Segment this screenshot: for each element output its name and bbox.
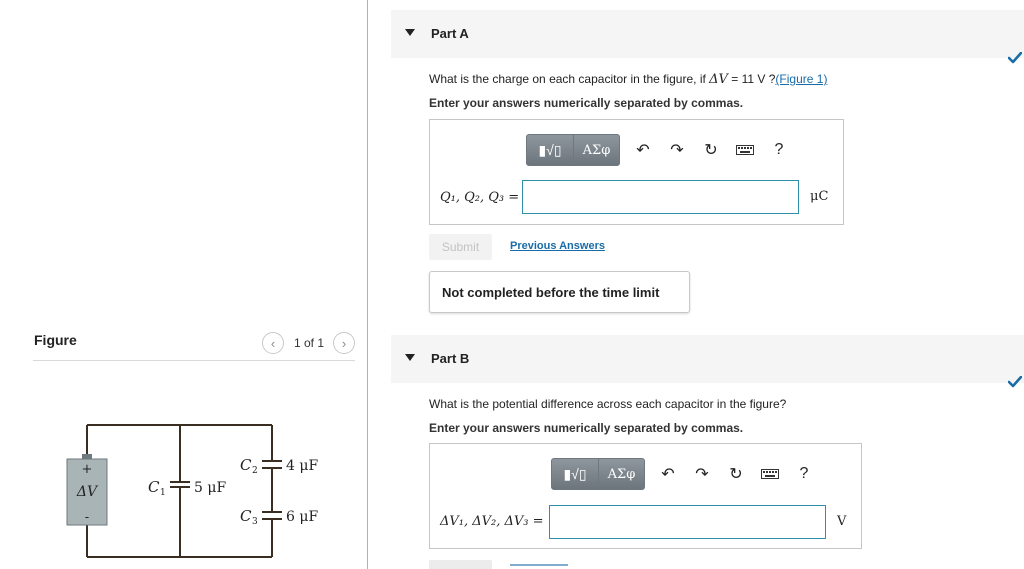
- battery-plus: +: [81, 462, 93, 477]
- caret-down-icon: [405, 29, 415, 36]
- figure-divider: [33, 360, 355, 361]
- checkmark-icon: [1008, 52, 1022, 64]
- circuit-diagram: [0, 410, 340, 565]
- part-b-instruction: Enter your answers numerically separated by commas.: [429, 421, 744, 435]
- greek-symbols-button[interactable]: ΑΣφ: [599, 458, 645, 490]
- question-panel: [369, 0, 1024, 569]
- part-a-input-label: Q₁, Q₂, Q₃ =: [440, 190, 520, 205]
- figure-link[interactable]: (Figure 1): [775, 72, 828, 86]
- part-a-instruction: Enter your answers numerically separated by commas.: [429, 96, 744, 110]
- part-b-question: What is the potential difference across each capacitor in the figure?: [429, 397, 787, 411]
- c3-value: 6 μF: [286, 509, 319, 525]
- c3-label: C: [240, 507, 252, 525]
- circuit-wires: [84, 425, 272, 557]
- part-a-title: Part A: [431, 26, 469, 41]
- submit-button[interactable]: Submit: [429, 234, 492, 260]
- help-button[interactable]: ?: [799, 465, 809, 482]
- c1-value: 5 μF: [194, 480, 227, 496]
- templates-button[interactable]: ▮√▯: [526, 134, 574, 166]
- c1-sub: 1: [160, 488, 166, 498]
- part-a-answer-input[interactable]: [522, 180, 799, 214]
- part-b-unit: V: [837, 514, 847, 529]
- c2-label: C: [240, 456, 252, 474]
- keyboard-icon[interactable]: [753, 458, 787, 490]
- part-b-answer-box: [429, 443, 862, 549]
- c1-label: C: [148, 478, 160, 496]
- part-a-unit: μC: [810, 189, 829, 204]
- c2-value: 4 μF: [286, 458, 319, 474]
- question-value: = 11 V ?: [727, 72, 776, 86]
- reset-icon[interactable]: ↻: [729, 466, 743, 483]
- c3-sub: 3: [252, 517, 258, 527]
- greek-symbols-button[interactable]: ΑΣφ: [574, 134, 620, 166]
- checkmark-icon: [1008, 376, 1022, 388]
- capacitor-c1: [170, 482, 190, 487]
- battery-minus: -: [84, 510, 90, 525]
- previous-answers-link-partial[interactable]: [510, 564, 568, 568]
- page-indicator: 1 of 1: [294, 336, 325, 350]
- part-a-answer-box: [429, 119, 844, 225]
- part-b-answer-input[interactable]: [549, 505, 826, 539]
- battery-label: ΔV: [76, 484, 98, 500]
- keyboard-icon[interactable]: [728, 134, 762, 166]
- capacitor-c3: [262, 512, 282, 519]
- part-a-question: [429, 72, 827, 87]
- math-toolbar: [526, 134, 796, 166]
- templates-button[interactable]: ▮√▯: [551, 458, 599, 490]
- part-b-input-label: ΔV₁, ΔV₂, ΔV₃ =: [440, 514, 544, 529]
- help-button[interactable]: ?: [774, 141, 784, 158]
- math-toolbar: [551, 458, 821, 490]
- battery-terminal: [82, 454, 92, 459]
- c2-sub: 2: [252, 466, 258, 476]
- undo-icon[interactable]: ↶: [661, 466, 675, 483]
- question-text: What is the charge on each capacitor in the figure, if: [429, 72, 710, 86]
- caret-down-icon: [405, 354, 415, 361]
- undo-icon[interactable]: ↶: [636, 142, 650, 159]
- previous-answers-link[interactable]: Previous Answers: [510, 240, 605, 252]
- redo-icon[interactable]: ↷: [695, 466, 709, 483]
- part-b-header[interactable]: [391, 335, 1024, 383]
- figure-panel: [0, 0, 368, 569]
- chevron-right-icon[interactable]: ›: [333, 332, 355, 354]
- status-message: Not completed before the time limit: [429, 271, 690, 313]
- redo-icon[interactable]: ↷: [670, 142, 684, 159]
- submit-button-partial[interactable]: [429, 560, 492, 569]
- chevron-left-icon[interactable]: ‹: [262, 332, 284, 354]
- figure-title: Figure: [34, 332, 77, 348]
- part-a-header[interactable]: [391, 10, 1024, 58]
- part-b-title: Part B: [431, 351, 470, 366]
- reset-icon[interactable]: ↻: [704, 142, 718, 159]
- question-math: ΔV: [709, 72, 728, 87]
- capacitor-c2: [262, 461, 282, 468]
- figure-pager: [262, 332, 355, 354]
